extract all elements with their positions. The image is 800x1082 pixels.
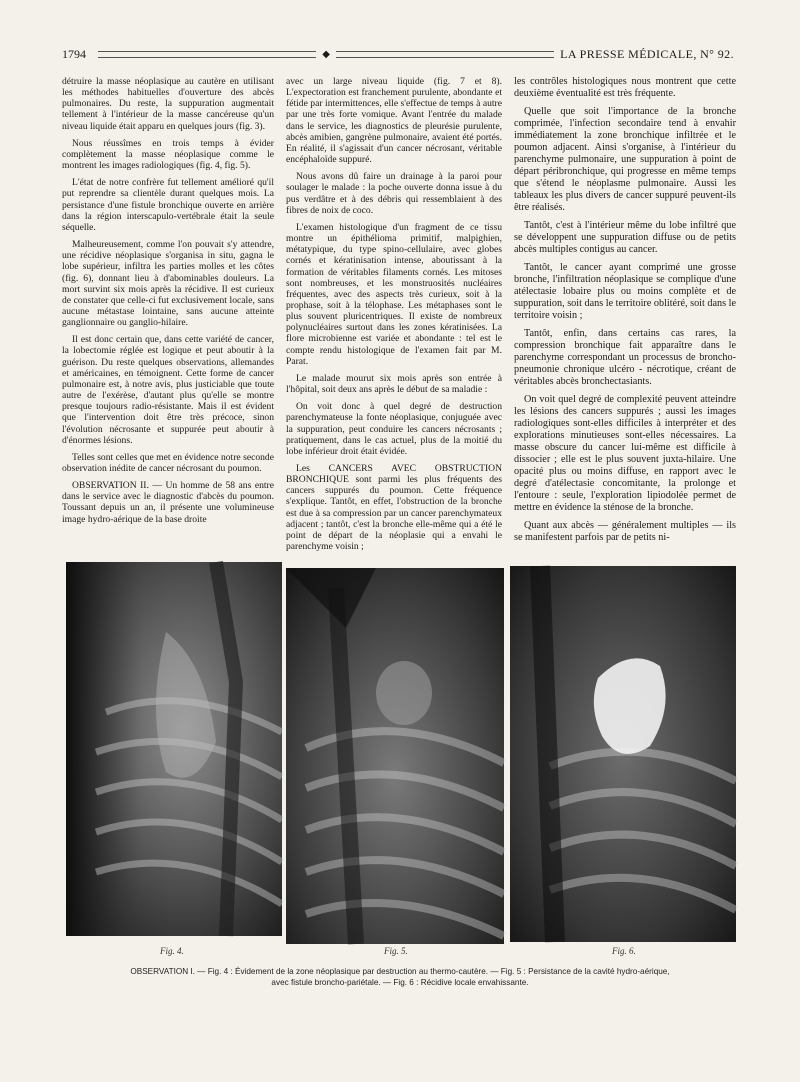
paragraph: Il est donc certain que, dans cette variété de cancer, la lobectomie réglée est logique et peut aboutir à la guérison. Du reste quelques observations, allemandes et américaines, en témoignent. Cette forme de cancer pulmonaire est, à notre avis, plus justiciable que toute autre de l'exérèse, d'autant plus qu'elle se montre presque toujours radio-résistante. Mais il est évident que l'intervention doit être très précoce, sinon l'évolution nécrosante et suppurée peut aboutir à d'énormes lésions. bbox=[62, 334, 274, 446]
paragraph: Nous avons dû faire un drainage à la paroi pour soulager le malade : la poche ouverte donna issue à du pus verdâtre et à des débris qui ressemblaient à des fibres de noix de coco. bbox=[286, 171, 502, 216]
paragraph: Les CANCERS AVEC OBSTRUCTION BRONCHIQUE sont parmi les plus fréquents des cancers suppurés du poumon. Cette fréquence s'explique. Tantôt, en effet, l'obstruction de la bronche est due à sa compression par un cancer parenchymateux adjacent ; tantôt, c'est la bronche elle-même qui a été le point de départ de la néoplasie qui a envahi le parenchyme voisin ; bbox=[286, 463, 502, 553]
paragraph: L'état de notre confrère fut tellement amélioré qu'il put reprendre sa clientèle durant quelques mois. La persistance d'une fistule bronchique ouverte en arrière dans la région interscapulo-vertébrale était la seule séquelle. bbox=[62, 177, 274, 233]
xray-figure-4 bbox=[66, 562, 282, 936]
paragraph: avec un large niveau liquide (fig. 7 et 8). L'expectoration est franchement purulente, abondante et fétide par intermittences, elle s'effectue de temps à autre par une très forte vomique. Avant l'entrée du malade dans le service, les diagnostics de pleurésie purulente, abcès amibien, gangrène pulmonaire, avaient été portés. En réalité, il s'agissait d'un cancer nécrosant, véritable encéphaloïde suppuré. bbox=[286, 76, 502, 166]
paragraph: OBSERVATION II. — Un homme de 58 ans entre dans le service avec le diagnostic d'abcès du poumon. Toussant depuis un an, il présente une volumineuse image hydro-aérique de la base droite bbox=[62, 480, 274, 525]
running-header bbox=[62, 44, 734, 64]
caption-line: avec fistule broncho-pariétale. — Fig. 6 : Récidive locale envahissante. bbox=[271, 978, 529, 987]
paragraph: Quant aux abcès — généralement multiples — ils se manifestent parfois par de petits ni- bbox=[514, 520, 736, 543]
column-middle bbox=[286, 76, 502, 553]
caption-line: OBSERVATION I. — Fig. 4 : Évidement de la zone néoplasique par destruction au thermo-cautère. — Fig. 5 : Persistance de la cavité hydro-aérique, bbox=[130, 967, 670, 976]
paragraph: Le malade mourut six mois après son entrée à l'hôpital, soit deux ans après le début de sa maladie : bbox=[286, 372, 502, 396]
figure-label-5: Fig. 5. bbox=[384, 946, 408, 956]
paragraph: On voit donc à quel degré de destruction parenchymateuse la fonte néoplasique, conjuguée avec la suppuration, peut conduire les cancers nécrosants ; pratiquement, dans le cas actuel, plus de la moitié du lobe inférieur droit était évidée. bbox=[286, 401, 502, 457]
paragraph: L'examen histologique d'un fragment de ce tissu montre un épithélioma primitif, malpighien, métatypique, du type spino-cellulaire, avec globes cornés et kératinisation intense, aboutissant à la formation de véritables filaments cornés. Les mitoses sont nombreuses, et les monstruosités nucléaires fréquentes, avec des aspects très curieux, soit à la prophase, soit à la télophase. Les métaphases sont le plus souvent pluricentriques. Il existe de nombreux polynucléaires surtout dans les zones kératinisées. La flore microbienne est variée et abondante : tel est le compte rendu histologique de l'examen fait par M. Parat. bbox=[286, 221, 502, 367]
figure-label-4: Fig. 4. bbox=[160, 946, 184, 956]
figure-row bbox=[0, 562, 800, 942]
header-rule-right bbox=[336, 51, 554, 58]
figure-caption bbox=[66, 966, 734, 988]
xray-image-icon bbox=[510, 566, 736, 942]
paragraph: les contrôles histologiques nous montrent que cette deuxième éventualité est très fréquente. bbox=[514, 76, 736, 99]
journal-title: LA PRESSE MÉDICALE, N° 92. bbox=[560, 46, 734, 61]
header-rule-left bbox=[98, 51, 316, 58]
column-left bbox=[62, 76, 274, 544]
paragraph: Tantôt, enfin, dans certains cas rares, la compression bronchique fait apparaître dans le parenchyme correspondant un processus de broncho-pneumonie chronique ulcéro - nécrotique, créant de véritables abcès bronchectasiants. bbox=[514, 328, 736, 387]
paragraph: Quelle que soit l'importance de la bronche comprimée, l'infection secondaire tend à envahir immédiatement la zone bronchique infiltrée et le poumon adjacent. Ainsi s'organise, à l'intérieur du parenchyme pulmonaire, une suppuration à point de départ péribronchique, qui progresse en même temps que s'étend le néoplasme pulmonaire. Aussi les tableaux les plus divers de cancer suppuré peuvent-ils être réalisés. bbox=[514, 106, 736, 213]
xray-image-icon bbox=[66, 562, 282, 936]
paragraph: Telles sont celles que met en évidence notre seconde observation inédite de cancer nécrosant du poumon. bbox=[62, 451, 274, 474]
column-right bbox=[514, 76, 736, 544]
xray-figure-6 bbox=[510, 566, 736, 942]
paragraph: Tantôt, c'est à l'intérieur même du lobe infiltré que se développent une suppuration diffuse ou de petits abcès multiples contigus au cancer. bbox=[514, 220, 736, 255]
xray-image-icon bbox=[286, 568, 504, 944]
paragraph: Nous réussîmes en trois temps à évider complètement la masse néoplasique comme le montrent les images radiologiques (fig. 4, fig. 5). bbox=[62, 137, 274, 172]
paragraph: Malheureusement, comme l'on pouvait s'y attendre, une récidive néoplasique s'organisa in situ, gagna le lobe supérieur, infiltra les parties molles et les côtes (fig. 6), donnant lieu à d'abominables douleurs. La mort survint six mois après la récidive. Il est curieux de constater que celle-ci fut exclusivement locale, sans aucune métastase lointaine, sans aucune atteinte ganglionnaire ou ganglio-hilaire. bbox=[62, 239, 274, 329]
paragraph: Tantôt, le cancer ayant comprimé une grosse bronche, l'infiltration néoplasique se complique d'une atélectasie lobaire plus ou moins complète et de suppuration, soit dans le territoire oblitéré, soit dans le territoire voisin ; bbox=[514, 262, 736, 321]
figure-label-6: Fig. 6. bbox=[612, 946, 636, 956]
xray-figure-5 bbox=[286, 568, 504, 944]
paragraph: détruire la masse néoplasique au cautère en utilisant les méthodes habituelles d'ouverture des abcès pulmonaires. Du reste, la suppuration augmentait tellement à l'intérieur de la masse cancéreuse qu'un niveau liquide était apparu en quelques jours (fig. 3). bbox=[62, 76, 274, 132]
paragraph: On voit quel degré de complexité peuvent atteindre les lésions des cancers suppurés ; aussi les images radiologiques sont-elles difficiles à interpréter et des explorations minutieuses sont-elles nécessaires. La masse obscure du cancer lui-même est difficile à dissocier ; elle est le plus souvent juxta-hilaire. Une opacité plus ou moins diffuse, en rapport avec le degré d'atélectasie concomitante, la prolonge et l'entoure : seule, l'exploration lipiodolée permet de mettre en évidence la sténose de la bronche. bbox=[514, 394, 736, 513]
text-columns bbox=[62, 76, 738, 553]
diamond-ornament-icon: ◆ bbox=[322, 48, 330, 60]
page-number: 1794 bbox=[62, 46, 86, 61]
